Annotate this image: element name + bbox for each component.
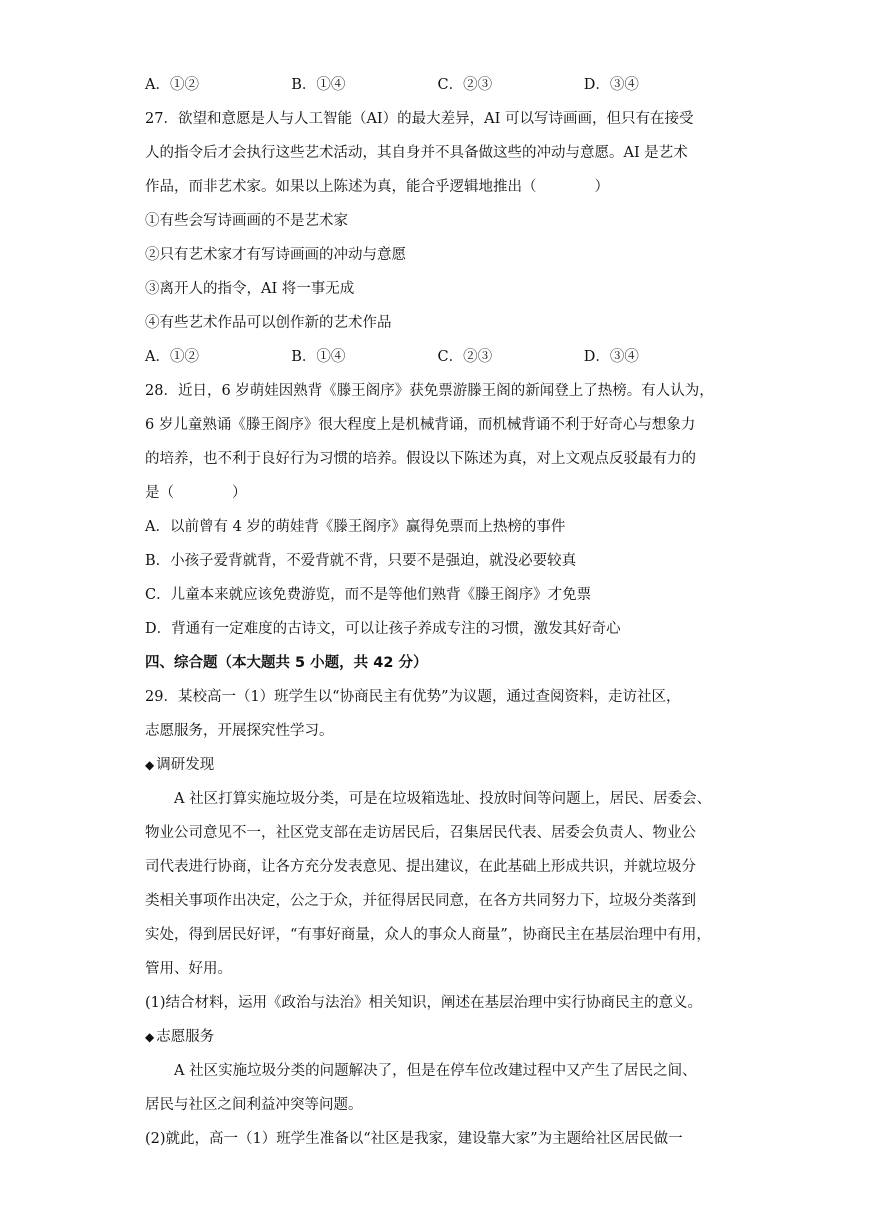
q27-option-a: A．①② bbox=[145, 349, 199, 365]
q27-options bbox=[145, 340, 730, 374]
q29-para1-line: A 社区打算实施垃圾分类，可是在垃圾箱选址、投放时间等问题上，居民、居委会、 bbox=[174, 791, 712, 807]
q27-option-c: C．②③ bbox=[437, 349, 493, 365]
heading-text: 调研发现 bbox=[156, 757, 215, 773]
diamond-bullet-icon: ◆ bbox=[145, 1030, 155, 1044]
exam-page bbox=[145, 68, 730, 1156]
q27-option-b: B．①④ bbox=[291, 349, 346, 365]
q29-intro-line: 志愿服务，开展探究性学习。 bbox=[145, 723, 334, 739]
q27-stem-line: 27．欲望和意愿是人与人工智能（AI）的最大差异，AI 可以写诗画画，但只有在接受 bbox=[145, 111, 694, 127]
question-27 bbox=[145, 102, 730, 374]
q29-intro-line: 29．某校高一（1）班学生以“协商民主有优势”为议题，通过查阅资料，走访社区， bbox=[145, 689, 681, 705]
diamond-bullet-icon: ◆ bbox=[145, 758, 155, 772]
q27-stem-line: 作品，而非艺术家。如果以上陈述为真，能合乎逻辑地推出（ ） bbox=[145, 179, 609, 195]
q27-item-1: ①有些会写诗画画的不是艺术家 bbox=[145, 213, 348, 229]
q28-option-a: A．以前曾有 4 岁的萌娃背《滕王阁序》赢得免票而上热榜的事件 bbox=[145, 519, 566, 535]
q27-stem-line: 人的指令后才会执行这些艺术活动，其自身并不具备做这些的冲动与意愿。AI 是艺术 bbox=[145, 145, 688, 161]
q28-option-c: C．儿童本来就应该免费游览，而不是等他们熟背《滕王阁序》才免票 bbox=[145, 587, 592, 603]
heading-text: 志愿服务 bbox=[156, 1029, 215, 1045]
q28-option-d: D．背通有一定难度的古诗文，可以让孩子养成专注的习惯，激发其好奇心 bbox=[145, 621, 621, 637]
q26-option-b: B．①④ bbox=[291, 77, 346, 93]
q29-para1-line: 实处，得到居民好评，“有事好商量，众人的事众人商量”，协商民主在基层治理中有用， bbox=[145, 927, 711, 943]
q29-heading-research bbox=[145, 748, 730, 782]
q26-option-d: D．③④ bbox=[583, 77, 639, 93]
q27-item-4: ④有些艺术作品可以创作新的艺术作品 bbox=[145, 315, 392, 331]
q26-option-c: C．②③ bbox=[437, 77, 493, 93]
q29-para1-line: 司代表进行协商，让各方充分发表意见、提出建议，在此基础上形成共识，并就垃圾分 bbox=[145, 859, 696, 875]
q28-stem-line: 28．近日，6 岁萌娃因熟背《滕王阁序》获免票游滕王阁的新闻登上了热榜。有人认为， bbox=[145, 383, 714, 399]
q29-para2-line: 居民与社区之间利益冲突等问题。 bbox=[145, 1097, 363, 1113]
section-4-title: 四、综合题（本大题共 5 小题，共 42 分） bbox=[145, 655, 428, 671]
q28-stem-line: 6 岁儿童熟诵《滕王阁序》很大程度上是机械背诵，而机械背诵不利于好奇心与想象力 bbox=[145, 417, 696, 433]
q28-option-b: B．小孩子爱背就背，不爱背就不背，只要不是强迫，就没必要较真 bbox=[145, 553, 577, 569]
q26-option-a: A．①② bbox=[145, 77, 199, 93]
q26-options bbox=[145, 68, 730, 102]
q27-item-2: ②只有艺术家才有写诗画画的冲动与意愿 bbox=[145, 247, 406, 263]
q29-subquestion-1: (1)结合材料，运用《政治与法治》相关知识，阐述在基层治理中实行协商民主的意义。 bbox=[145, 995, 703, 1011]
q29-para1-line: 类相关事项作出决定，公之于众，并征得居民同意，在各方共同努力下，垃圾分类落到 bbox=[145, 893, 696, 909]
q28-stem-line: 是（ ） bbox=[145, 485, 247, 501]
q28-stem-line: 的培养，也不利于良好行为习惯的培养。假设以下陈述为真，对上文观点反驳最有力的 bbox=[145, 451, 696, 467]
q29-para1-line: 管用、好用。 bbox=[145, 961, 232, 977]
q27-option-d: D．③④ bbox=[583, 349, 639, 365]
q29-heading-volunteer bbox=[145, 1020, 730, 1054]
q27-item-3: ③离开人的指令，AI 将一事无成 bbox=[145, 281, 355, 297]
q29-para2-line: A 社区实施垃圾分类的问题解决了，但是在停车位改建过程中又产生了居民之间、 bbox=[174, 1063, 697, 1079]
question-29 bbox=[145, 680, 730, 1156]
question-28 bbox=[145, 374, 730, 646]
q29-subquestion-2: (2)就此，高一（1）班学生准备以“社区是我家，建设靠大家”为主题给社区居民做一 bbox=[145, 1131, 683, 1147]
q29-para1-line: 物业公司意见不一，社区党支部在走访居民后，召集居民代表、居委会负责人、物业公 bbox=[145, 825, 696, 841]
